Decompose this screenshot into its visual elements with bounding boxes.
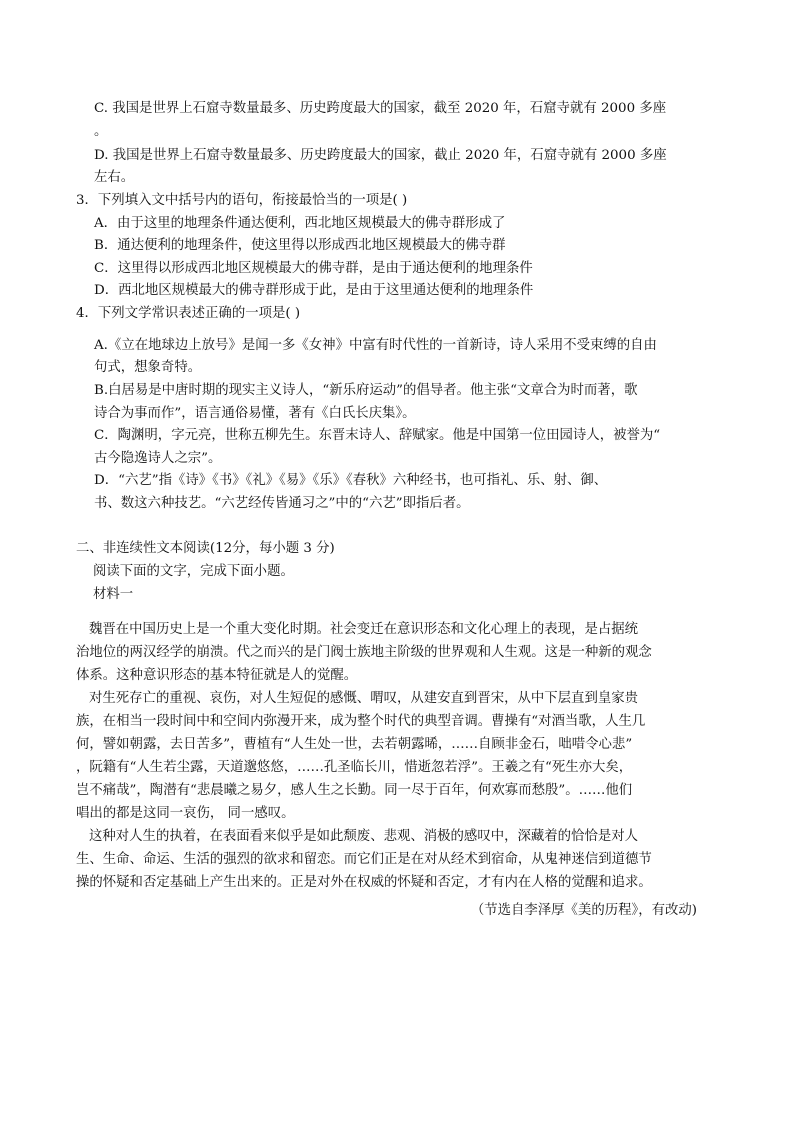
q4-option-c-line1: C．陶渊明，字元亮，世称五柳先生。东晋末诗人、辞赋家。他是中国第一位田园诗人，被誉为“ — [94, 428, 661, 443]
q3-option-c: C．这里得以形成西北地区规模最大的佛寺群，是由于通达便利的地理条件 — [94, 261, 533, 276]
q4-option-c-line2: 古今隐逸诗人之宗”。 — [94, 451, 222, 466]
q4-option-a-line2: 句式，想象奇特。 — [94, 360, 202, 375]
paragraph1-line2: 治地位的两汉经学的崩溃。代之而兴的是门阀士族地主阶级的世界观和人生观。这是一种新的观念 — [76, 645, 652, 660]
paragraph2-line6: 唱出的都是这同一哀伤， 同一感叹。 — [76, 806, 295, 821]
paragraph2-line3: 何，譬如朝露，去日苦多”，曹植有“人生处一世，去若朝露晞，……自顾非金石，咄唶令心悲” — [76, 737, 633, 752]
q2-option-d-line1: D. 我国是世界上石窟寺数量最多、历史跨度最大的国家，截止 2020 年，石窟寺就有 2000 多座 — [94, 148, 667, 163]
source-credit: （节选自李泽厚《美的历程》，有改动) — [470, 903, 697, 918]
paragraph2-line2: 族，在相当一段时间中和空间内弥漫开来，成为整个时代的典型音调。曹操有“对酒当歌，人生几 — [76, 714, 646, 729]
section2-instruction: 阅读下面的文字，完成下面小题。 — [93, 564, 294, 579]
q3-option-b: B．通达便利的地理条件，使这里得以形成西北地区规模最大的佛寺群 — [94, 238, 506, 253]
q3-stem: 3．下列填入文中括号内的语句，衔接最恰当的一项是( ) — [76, 193, 408, 208]
q4-option-b-line2: 诗合为事而作”，语言通俗易懂，著有《白氏长庆集》。 — [94, 406, 416, 421]
paragraph3-line2: 生、生命、命运、生活的强烈的欲求和留恋。而它们正是在对从经术到宿命，从鬼神迷信到道德节 — [76, 852, 652, 867]
paragraph2-line4: ，阮籍有“人生若尘露，天道邈悠悠，……孔圣临长川，惜逝忽若浮”。王羲之有“死生亦大矣， — [76, 760, 633, 775]
paragraph2-line1: 对生死存亡的重视、哀伤，对人生短促的感慨、喟叹，从建安直到晋宋，从中下层直到皇家贵 — [89, 691, 639, 706]
q2-option-c-line2: 。 — [94, 124, 108, 139]
q3-option-d: D．西北地区规模最大的佛寺群形成于此，是由于这里通达便利的地理条件 — [94, 283, 534, 298]
q3-option-a: A．由于这里的地理条件通达便利，西北地区规模最大的佛寺群形成了 — [94, 216, 506, 231]
paragraph3-line3: 操的怀疑和否定基础上产生出来的。正是对外在权威的怀疑和否定，才有内在人格的觉醒和追求。 — [76, 875, 652, 890]
material-label: 材料一 — [93, 587, 134, 602]
section2-heading: 二、非连续性文本阅读(12分，每小题 3 分) — [76, 541, 335, 556]
q4-option-d-line1: D．“六艺”指《诗》《书》《礼》《易》《乐》《春秋》六种经书，也可指礼、乐、射、御、 — [94, 473, 608, 488]
paragraph1-line1: 魏晋在中国历史上是一个重大变化时期。社会变迁在意识形态和文化心理上的表现，是占据统 — [89, 622, 639, 637]
paragraph1-line3: 体系。这种意识形态的基本特征就是人的觉醒。 — [76, 668, 358, 683]
paragraph2-line5: 岂不痛哉”，陶潜有“悲晨曦之易夕，感人生之长勤。同一尽于百年，何欢寡而愁殷”。……他们 — [76, 783, 633, 798]
q4-option-b-line1: B.白居易是中唐时期的现实主义诗人，“新乐府运动”的倡导者。他主张“文章合为时而著，歌 — [94, 383, 638, 398]
q2-option-d-line2: 左右。 — [94, 170, 135, 185]
q2-option-c-line1: C. 我国是世界上石窟寺数量最多、历史跨度最大的国家，截至 2020 年，石窟寺就有 2000 多座 — [94, 101, 667, 116]
q4-option-a-line1: A.《立在地球边上放号》是闻一多《女神》中富有时代性的一首新诗，诗人采用不受束缚的自由 — [94, 338, 657, 353]
q4-option-d-line2: 书、数这六种技艺。“六艺经传皆通习之”中的“六艺”即指后者。 — [94, 496, 470, 511]
paragraph3-line1: 这种对人生的执着，在表面看来似乎是如此颓废、悲观、消极的感叹中，深藏着的恰恰是对人 — [89, 829, 639, 844]
q4-stem: 4．下列文学常识表述正确的一项是( ) — [76, 306, 301, 321]
